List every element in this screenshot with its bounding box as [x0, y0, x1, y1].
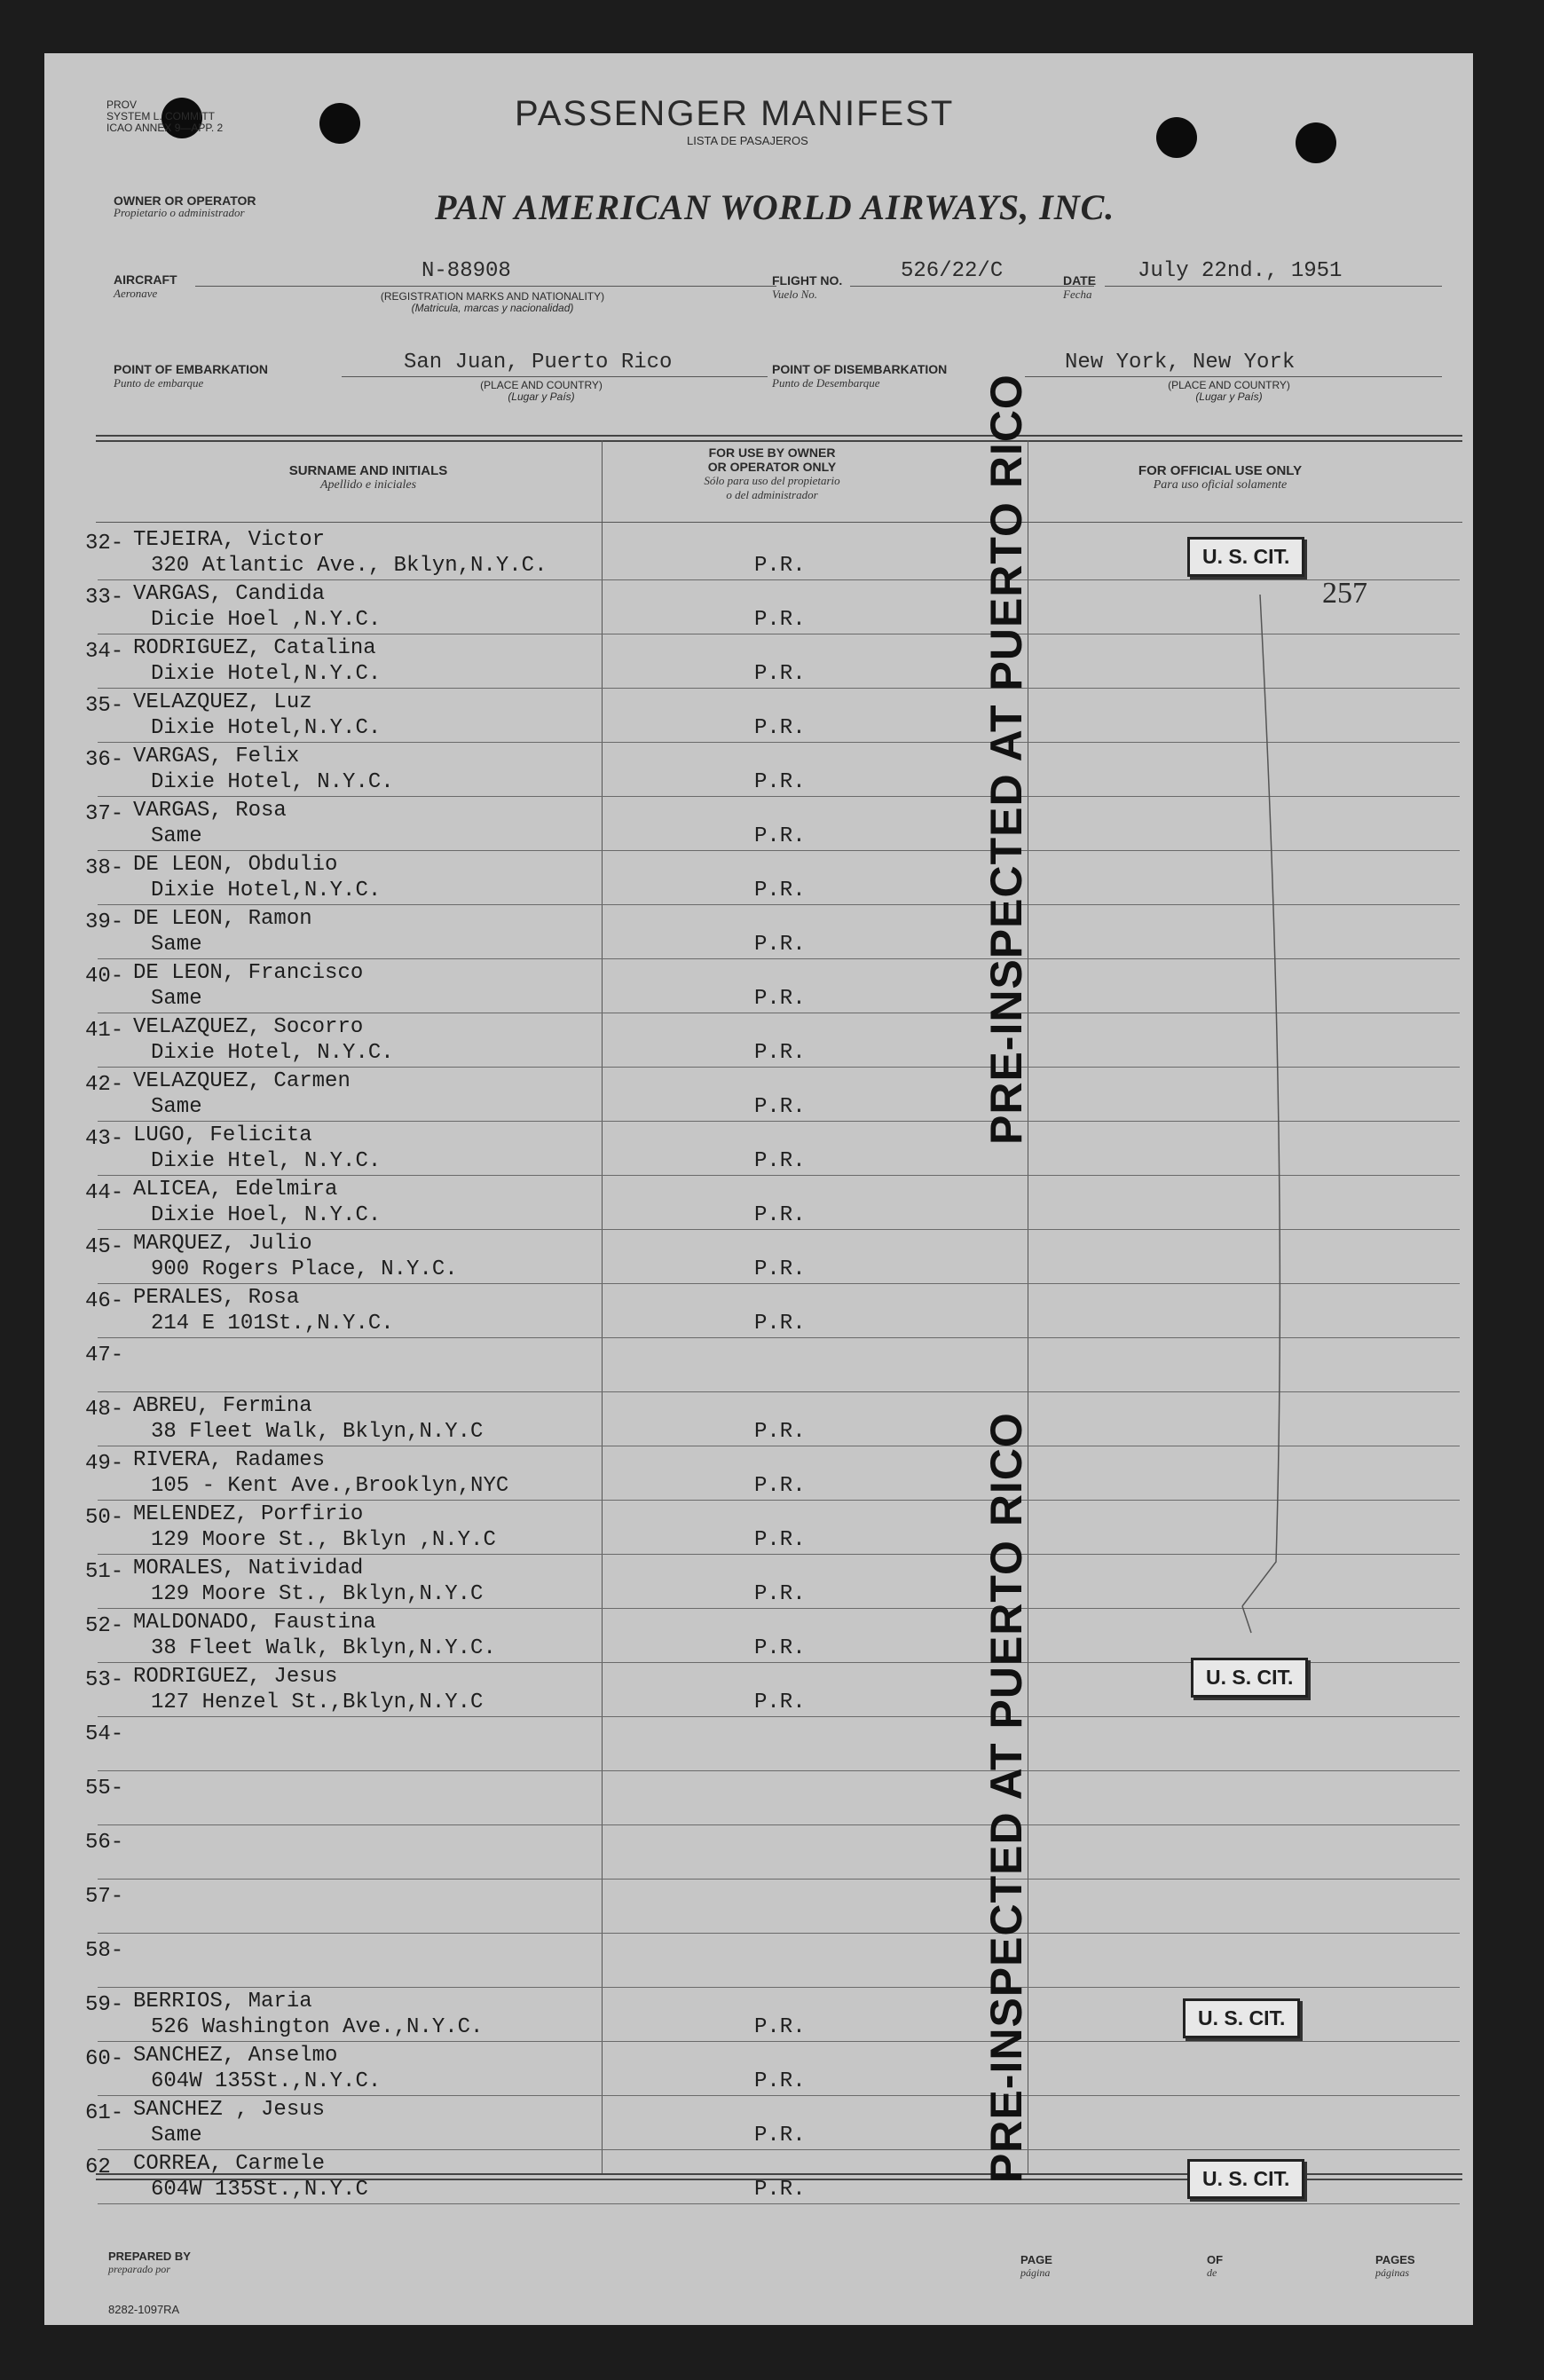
passenger-name: ALICEA, Edelmira: [133, 1178, 338, 1202]
embark-label-es: Punto de embarque: [114, 376, 204, 390]
prepared-by-block: [108, 2250, 191, 2276]
row-number: 57-: [85, 1885, 124, 1909]
disembark-sub-es: (Lugar y País): [1195, 390, 1263, 403]
table-row: [44, 2042, 1473, 2096]
passenger-address: 320 Atlantic Ave., Bklyn,N.Y.C.: [151, 554, 547, 578]
embark-underline: [342, 376, 768, 377]
col-operator-title-2: OR OPERATOR ONLY: [707, 460, 837, 474]
corner-line-3: ICAO ANNEX 9—APP. 2: [106, 122, 224, 134]
table-row: [44, 2096, 1473, 2150]
passenger-name: CORREA, Carmele: [133, 2152, 326, 2176]
us-cit-stamp-1: U. S. CIT.: [1187, 537, 1304, 577]
disembark-value: New York, New York: [1065, 351, 1296, 374]
passenger-name: VARGAS, Felix: [133, 745, 300, 768]
passenger-name: SANCHEZ, Anselmo: [133, 2044, 338, 2068]
row-number: 60-: [85, 2047, 124, 2071]
date-label: DATE: [1063, 273, 1097, 288]
row-number: 51-: [85, 1560, 124, 1584]
disembark-label-block: [772, 362, 947, 390]
date-underline: [1105, 286, 1442, 287]
operator-use-value: P.R.: [754, 1149, 806, 1173]
pre-inspected-stamp-1: PRE-INSPECTED AT PUERTO RICO: [981, 374, 1031, 1145]
aircraft-sub: [342, 291, 643, 314]
row-number: 41-: [85, 1019, 124, 1043]
passenger-address: Dixie Htel, N.Y.C.: [151, 1149, 382, 1173]
passenger-address: Dixie Hotel, N.Y.C.: [151, 770, 394, 794]
row-number: 36-: [85, 748, 124, 772]
date-label-es: Fecha: [1063, 288, 1092, 301]
aircraft-value: N-88908: [421, 259, 511, 283]
row-number: 37-: [85, 802, 124, 826]
embark-label: POINT OF EMBARKATION: [114, 362, 268, 376]
row-number: 49-: [85, 1452, 124, 1476]
col-surname-header: [98, 463, 639, 493]
table-header-rule: [96, 522, 1462, 523]
aircraft-underline: [195, 286, 776, 287]
passenger-address: Same: [151, 1095, 202, 1119]
owner-label-block: [114, 193, 256, 220]
owner-label-es: Propietario o administrador: [114, 206, 245, 219]
passenger-address: 129 Moore St., Bklyn ,N.Y.C: [151, 1528, 496, 1552]
passenger-name: VELAZQUEZ, Socorro: [133, 1015, 364, 1039]
passenger-name: MARQUEZ, Julio: [133, 1232, 312, 1256]
row-number: 45-: [85, 1235, 124, 1259]
of-label-block: [1207, 2253, 1223, 2280]
disembark-label: POINT OF DISEMBARKATION: [772, 362, 948, 376]
operator-use-value: P.R.: [754, 2015, 806, 2039]
prepared-by-label-es: preparado por: [108, 2263, 170, 2275]
col-operator-title-es-1: Sólo para uso del propietario: [704, 474, 840, 487]
operator-use-value: P.R.: [754, 1474, 806, 1498]
passenger-address: Same: [151, 987, 202, 1011]
operator-use-value: P.R.: [754, 879, 806, 902]
col-official-header: [1025, 463, 1415, 493]
embark-sub-es: (Lugar y País): [508, 390, 575, 403]
operator-use-value: P.R.: [754, 1312, 806, 1336]
col-operator-title-es-2: o del administrador: [726, 488, 818, 501]
row-number: 43-: [85, 1127, 124, 1151]
operator-use-value: P.R.: [754, 987, 806, 1011]
of-label: OF: [1207, 2253, 1224, 2266]
page-label: PAGE: [1020, 2253, 1052, 2266]
us-cit-stamp-4: U. S. CIT.: [1187, 2159, 1304, 2199]
aircraft-sub-en: (REGISTRATION MARKS AND NATIONALITY): [380, 290, 605, 303]
row-number: 61-: [85, 2101, 124, 2125]
passenger-address: 127 Henzel St.,Bklyn,N.Y.C: [151, 1690, 484, 1714]
passenger-address: 900 Rogers Place, N.Y.C.: [151, 1257, 458, 1281]
aircraft-label-block: [114, 272, 177, 301]
row-number: 48-: [85, 1398, 124, 1422]
row-number: 62: [85, 2155, 111, 2179]
row-number: 40-: [85, 965, 124, 989]
table-row: [44, 1934, 1473, 1988]
embark-label-block: [114, 362, 268, 390]
passenger-name: VARGAS, Candida: [133, 582, 326, 606]
passenger-address: 526 Washington Ave.,N.Y.C.: [151, 2015, 484, 2039]
table-top-rule: [96, 435, 1462, 437]
col-surname-title-es: Apellido e iniciales: [319, 478, 417, 492]
passenger-address: Dixie Hoel, N.Y.C.: [151, 1203, 382, 1227]
passenger-address: Same: [151, 2124, 202, 2148]
page-title-es: LISTA DE PASAJEROS: [687, 134, 808, 147]
operator-use-value: P.R.: [754, 2069, 806, 2093]
punch-hole-left-2: [319, 103, 360, 144]
of-label-es: de: [1207, 2266, 1217, 2279]
owner-label: OWNER OR OPERATOR: [114, 193, 256, 208]
flight-value: 526/22/C: [901, 259, 1004, 283]
corner-line-2: SYSTEM L. COMMITT: [106, 110, 216, 122]
passenger-address: 604W 135St.,N.Y.C: [151, 2178, 368, 2202]
passenger-address: Same: [151, 824, 202, 848]
operator-use-value: P.R.: [754, 1257, 806, 1281]
pre-inspected-stamp-2: PRE-INSPECTED AT PUERTO RICO: [981, 1412, 1031, 2183]
passenger-name: DE LEON, Obdulio: [133, 853, 338, 877]
operator-use-value: P.R.: [754, 1690, 806, 1714]
row-number: 46-: [85, 1289, 124, 1313]
aircraft-sub-es: (Matricula, marcas y nacionalidad): [411, 302, 574, 314]
passenger-name: RODRIGUEZ, Catalina: [133, 636, 376, 660]
flight-label-block: [772, 273, 842, 302]
passenger-address: Dixie Hotel,N.Y.C.: [151, 716, 382, 740]
table-row: [44, 1825, 1473, 1880]
row-number: 35-: [85, 694, 124, 718]
aircraft-label-es: Aeronave: [114, 287, 158, 300]
table-row: [44, 1771, 1473, 1825]
row-number: 39-: [85, 910, 124, 934]
embark-sub-en: (PLACE AND COUNTRY): [480, 379, 603, 391]
passenger-name: MORALES, Natividad: [133, 1556, 364, 1580]
passenger-address: Same: [151, 933, 202, 957]
col-operator-header: [595, 445, 949, 502]
row-number: 33-: [85, 586, 124, 610]
disembark-sub-en: (PLACE AND COUNTRY): [1168, 379, 1290, 391]
passenger-name: VELAZQUEZ, Luz: [133, 690, 312, 714]
pages-label-block: [1375, 2253, 1415, 2280]
disembark-sub: [1149, 380, 1309, 403]
passenger-name: VELAZQUEZ, Carmen: [133, 1069, 351, 1093]
table-row: [44, 1717, 1473, 1771]
passenger-name: RIVERA, Radames: [133, 1448, 326, 1472]
col-operator-title-1: FOR USE BY OWNER: [708, 445, 836, 460]
passenger-name: ABREU, Fermina: [133, 1394, 312, 1418]
row-number: 32-: [85, 532, 124, 556]
passenger-name: SANCHEZ , Jesus: [133, 2098, 326, 2122]
operator-use-value: P.R.: [754, 1582, 806, 1606]
passenger-name: LUGO, Felicita: [133, 1123, 312, 1147]
owner-value: PAN AMERICAN WORLD AIRWAYS, INC.: [435, 187, 1115, 227]
operator-use-value: P.R.: [754, 933, 806, 957]
row-number: 38-: [85, 856, 124, 880]
us-cit-stamp-3: U. S. CIT.: [1183, 1998, 1300, 2038]
passenger-address: 38 Fleet Walk, Bklyn,N.Y.C: [151, 1420, 484, 1444]
row-number: 44-: [85, 1181, 124, 1205]
disembark-label-es: Punto de Desembarque: [772, 376, 880, 390]
pencil-arrow: [1189, 586, 1296, 1668]
row-number: 56-: [85, 1831, 124, 1855]
passenger-address: 604W 135St.,N.Y.C.: [151, 2069, 382, 2093]
operator-use-value: P.R.: [754, 662, 806, 686]
operator-use-value: P.R.: [754, 770, 806, 794]
operator-use-value: P.R.: [754, 1095, 806, 1119]
aircraft-label: AIRCRAFT: [114, 272, 177, 287]
row-number: 59-: [85, 1993, 124, 2017]
passenger-address: 214 E 101St.,N.Y.C.: [151, 1312, 394, 1336]
passenger-name: VARGAS, Rosa: [133, 799, 287, 823]
form-code: 8282-1097RA: [108, 2303, 180, 2316]
date-label-block: [1063, 273, 1096, 302]
row-number: 54-: [85, 1722, 124, 1746]
table-top-rule-2: [96, 440, 1462, 442]
passenger-address: Dixie Hotel,N.Y.C.: [151, 879, 382, 902]
col-official-title-es: Para uso oficial solamente: [1153, 478, 1288, 492]
form-approval-note: [106, 99, 223, 134]
passenger-name: MALDONADO, Faustina: [133, 1611, 376, 1635]
date-value: July 22nd., 1951: [1138, 259, 1343, 283]
passenger-name: RODRIGUEZ, Jesus: [133, 1665, 338, 1689]
passenger-name: PERALES, Rosa: [133, 1286, 300, 1310]
pages-label: PAGES: [1375, 2253, 1415, 2266]
operator-use-value: P.R.: [754, 1203, 806, 1227]
operator-use-value: P.R.: [754, 2178, 806, 2202]
page-title: PASSENGER MANIFEST: [515, 94, 955, 133]
passenger-address: 105 - Kent Ave.,Brooklyn,NYC: [151, 1474, 509, 1498]
manifest-page: [44, 53, 1473, 2325]
page-label-es: página: [1020, 2266, 1051, 2279]
row-number: 47-: [85, 1344, 124, 1367]
handwritten-number: 257: [1322, 577, 1367, 610]
flight-label: FLIGHT NO.: [772, 273, 843, 288]
operator-use-value: P.R.: [754, 2124, 806, 2148]
row-rule: [98, 2203, 1460, 2204]
passenger-name: TEJEIRA, Victor: [133, 528, 326, 552]
embark-sub: [461, 380, 621, 403]
row-number: 50-: [85, 1506, 124, 1530]
row-number: 58-: [85, 1939, 124, 1963]
row-number: 52-: [85, 1614, 124, 1638]
operator-use-value: P.R.: [754, 824, 806, 848]
operator-use-value: P.R.: [754, 608, 806, 632]
operator-use-value: P.R.: [754, 1420, 806, 1444]
passenger-name: MELENDEZ, Porfirio: [133, 1502, 364, 1526]
operator-use-value: P.R.: [754, 1528, 806, 1552]
row-number: 42-: [85, 1073, 124, 1097]
flight-label-es: Vuelo No.: [772, 288, 818, 301]
passenger-name: DE LEON, Francisco: [133, 961, 364, 985]
passenger-address: 129 Moore St., Bklyn,N.Y.C: [151, 1582, 484, 1606]
operator-use-value: P.R.: [754, 1041, 806, 1065]
operator-use-value: P.R.: [754, 554, 806, 578]
page-label-block: [1020, 2253, 1052, 2280]
passenger-address: 38 Fleet Walk, Bklyn,N.Y.C.: [151, 1636, 496, 1660]
passenger-name: DE LEON, Ramon: [133, 907, 312, 931]
table-row: [44, 1880, 1473, 1934]
row-number: 53-: [85, 1668, 124, 1692]
pages-label-es: páginas: [1375, 2266, 1410, 2279]
embark-value: San Juan, Puerto Rico: [404, 351, 673, 374]
passenger-name: BERRIOS, Maria: [133, 1990, 312, 2014]
punch-hole-right-2: [1296, 122, 1336, 163]
prepared-by-label: PREPARED BY: [108, 2250, 191, 2263]
passenger-address: Dixie Hotel, N.Y.C.: [151, 1041, 394, 1065]
us-cit-stamp-2: U. S. CIT.: [1191, 1658, 1308, 1698]
col-official-title: FOR OFFICIAL USE ONLY: [1138, 463, 1303, 478]
row-number: 34-: [85, 640, 124, 664]
passenger-address: Dicie Hoel ,N.Y.C.: [151, 608, 382, 632]
passenger-address: Dixie Hotel,N.Y.C.: [151, 662, 382, 686]
row-number: 55-: [85, 1777, 124, 1801]
flight-underline: [850, 286, 1094, 287]
corner-line-1: PROV: [106, 99, 138, 111]
disembark-underline: [1025, 376, 1442, 377]
operator-use-value: P.R.: [754, 716, 806, 740]
col-surname-title: SURNAME AND INITIALS: [288, 463, 448, 478]
punch-hole-right: [1156, 117, 1197, 158]
operator-use-value: P.R.: [754, 1636, 806, 1660]
